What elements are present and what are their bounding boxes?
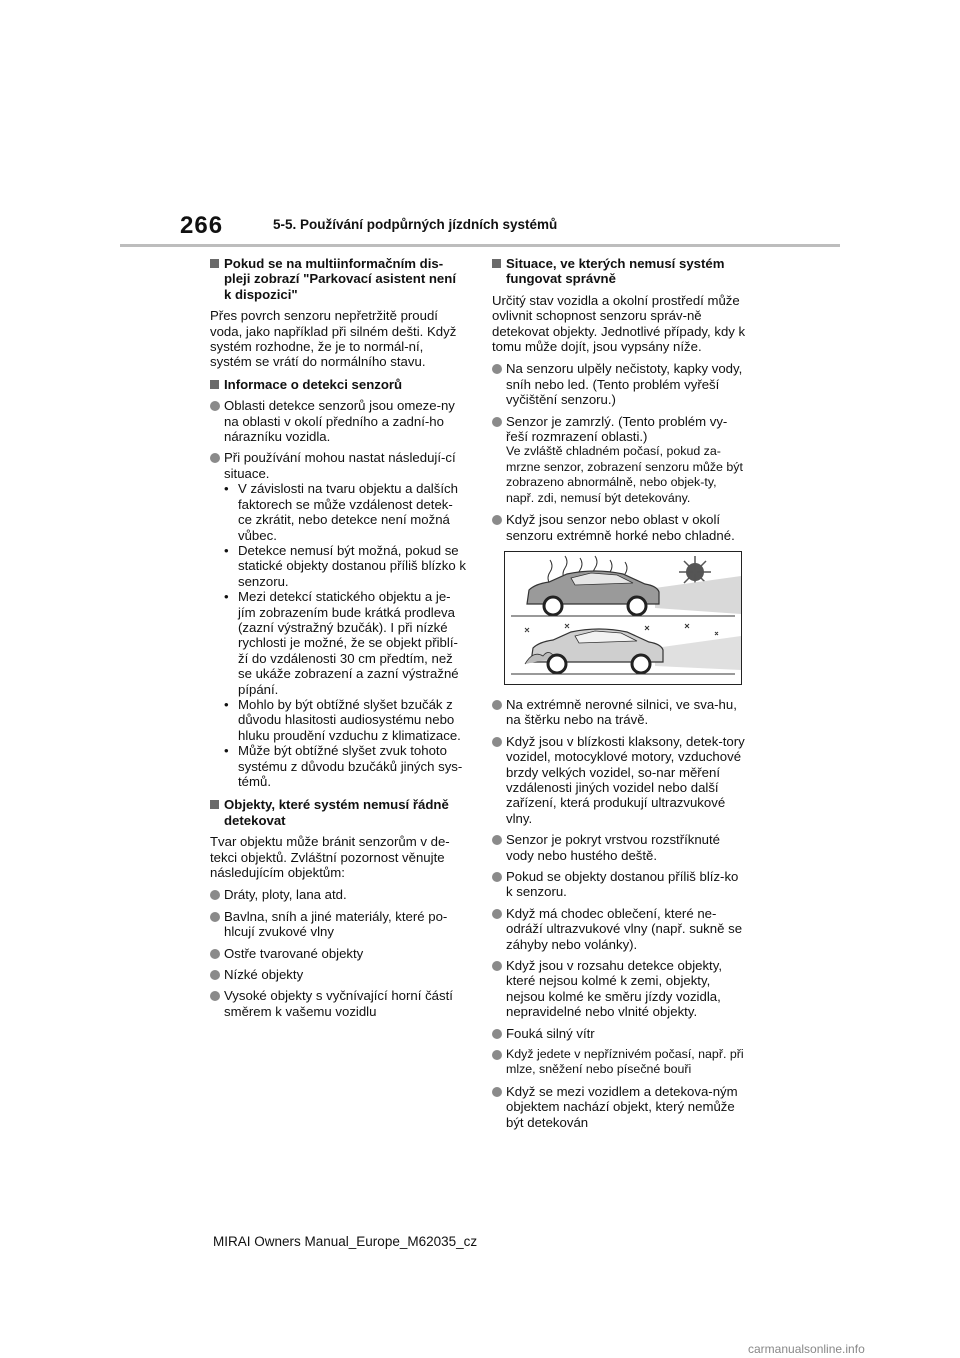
heading-text: Situace, ve kterých nemusí systém fungovat správně <box>506 256 725 287</box>
list-item: Pokud se objekty dostanou příliš blíz-ko k senzoru. <box>492 869 748 900</box>
car-bottom-icon <box>525 629 663 673</box>
list-item: Když má chodec oblečení, které ne-odráží ultrazvukové vlny (např. sukně se záhyby nebo volánky). <box>492 906 748 952</box>
sub-item: • Mezi detekcí statického objektu a je-jím zobrazením bude krátká prodleva (zazní výstražný bzučák). I při nízké rychlosti je možné, že se objekt přiblí-ží do vzdálenosti 30 cm předtím, než se ukáže zobrazení a zazní výstražné pípání. <box>224 589 459 697</box>
bullet-dot-icon <box>492 515 502 525</box>
page-number: 266 <box>180 212 224 239</box>
heading-text: Pokud se na multiinformačním dis-pleji zobrazí "Parkovací asistent není k dispozici" <box>224 256 456 302</box>
bullet-dot-icon <box>210 890 220 900</box>
sub-item: • Mohlo by být obtížné slyšet bzučák z důvodu hlasitosti audiosystému nebo hluku proudění vzduchu z klimatizace. <box>224 696 461 743</box>
bullet-dot-icon <box>492 1029 502 1039</box>
list-item: Fouká silný vítr <box>492 1026 748 1041</box>
bullet-dot-icon <box>492 700 502 710</box>
list-item: Když se mezi vozidlem a detekova-ným objektem nachází objekt, který nemůže být detekován <box>492 1084 748 1130</box>
sensor-conditions-illustration <box>504 551 742 685</box>
square-bullet-icon <box>210 259 219 268</box>
bullet-dot-icon <box>210 912 220 922</box>
list-item: Na extrémně nerovné silnici, ve sva-hu, na štěrku nebo na trávě. <box>492 697 748 728</box>
section-title: 5-5. Používání podpůrných jízdních systémů <box>273 217 558 232</box>
note-text: Ve zvláště chladném počasí, pokud za-mrzne senzor, zobrazení senzoru může být zobrazeno abnormálně, nebo objek-ty, např. zdi, nemusí být detekovány. <box>506 444 743 505</box>
bullet-dot-icon <box>492 1087 502 1097</box>
sub-item: • Může být obtížné slyšet zvuk tohoto systému z důvodu bzučáků jiných sys-témů. <box>224 743 463 789</box>
list-item: Bavlna, sníh a jiné materiály, které po-hlcují zvukové vlny <box>210 909 466 940</box>
heading-undetectable-objects <box>210 797 466 828</box>
bullet-dot-icon <box>492 835 502 845</box>
car-top-icon <box>527 571 659 615</box>
list-item: Když jsou v blízkosti klaksony, detek-tory vozidel, motocyklové motory, vzduchové brzdy velkých vozidel, so-nar měření vzdálenosti jiných vozidel nebo další zařízení, která produkují ultrazvukové vlny. <box>492 734 748 826</box>
bullet-dot-icon <box>492 737 502 747</box>
bullet-dot-icon <box>210 949 220 959</box>
list-item <box>210 398 466 444</box>
bullet-dot-icon <box>210 453 220 463</box>
bullet-dot-icon <box>492 961 502 971</box>
footer-text: MIRAI Owners Manual_Europe_M62035_cz <box>213 1234 478 1249</box>
left-column <box>210 256 466 1025</box>
list-item: Nízké objekty <box>210 967 466 982</box>
list-item-text: Při používání mohou nastat následují-cí situace. <box>224 450 456 481</box>
list-item: Senzor je pokryt vrstvou rozstříknuté vody nebo hustého deště. <box>492 832 748 863</box>
bullet-dot-icon <box>492 909 502 919</box>
list-item <box>210 450 466 789</box>
list-item: Když jsou senzor nebo oblast v okolí senzoru extrémně horké nebo chladné. <box>492 512 748 543</box>
square-bullet-icon <box>210 800 219 809</box>
header-rule <box>120 244 840 247</box>
bullet-dot-icon <box>492 417 502 427</box>
heading-situations <box>492 256 748 287</box>
paragraph: Tvar objektu může bránit senzorům v de-tekci objektů. Zvláštní pozornost věnujte následujícím objektům: <box>210 834 450 881</box>
list-item: Dráty, ploty, lana atd. <box>210 887 466 902</box>
bullet-dot-icon <box>210 970 220 980</box>
heading-parking-unavailable <box>210 256 466 302</box>
paragraph: Určitý stav vozidla a okolní prostředí může ovlivnit schopnost senzoru správ-ně detekovat objekty. Jednotlivé případy, kdy k tomu může dojít, jsou vypsány níže. <box>492 292 746 355</box>
list-item: Ostře tvarované objekty <box>210 946 466 961</box>
heading-text: Objekty, které systém nemusí řádně detekovat <box>224 797 449 828</box>
square-bullet-icon <box>210 380 219 389</box>
bullet-dot-icon <box>492 1050 502 1060</box>
list-item <box>492 414 748 506</box>
watermark: carmanualsonline.info <box>748 1342 865 1356</box>
list-item: Vysoké objekty s vyčnívající horní částí směrem k vašemu vozidlu <box>210 988 466 1019</box>
car-illustration-svg <box>505 552 741 684</box>
sub-item: • Detekce nemusí být možná, pokud se statické objekty dostanou příliš blízko k senzoru. <box>224 542 466 589</box>
bullet-dot-icon <box>210 991 220 1001</box>
list-item: Když jedete v nepříznivém počasí, např. při mlze, sněžení nebo písečné bouři <box>492 1047 748 1078</box>
heading-sensor-info <box>210 377 466 392</box>
list-item: Na senzoru ulpěly nečistoty, kapky vody, sníh nebo led. (Tento problém vyřeší vyčištění senzoru.) <box>492 361 748 407</box>
bullet-dot-icon <box>492 364 502 374</box>
bullet-dot-icon <box>210 401 220 411</box>
bullet-dot-icon <box>492 872 502 882</box>
list-item: Když jsou v rozsahu detekce objekty, které nejsou kolmé k zemi, objekty, nejsou kolmé ke směru jízdy vozidla, nepravidelné nebo vlnité objekty. <box>492 958 748 1020</box>
paragraph: Přes povrch senzoru nepřetržitě proudí voda, jako například při silném dešti. Když systém rozhodne, že je to normál-ní, systém se vrátí do normálního stavu. <box>210 308 457 370</box>
square-bullet-icon <box>492 259 501 268</box>
heading-text: Informace o detekci senzorů <box>224 376 403 392</box>
list-item-text: Senzor je zamrzlý. (Tento problém vy-řeší rozmrazení oblasti.) <box>506 413 728 445</box>
list-item-text: Oblasti detekce senzorů jsou omeze-ny na oblasti v okolí předního a zadní-ho nárazníku vozidla. <box>224 398 455 445</box>
right-column <box>492 256 748 1136</box>
sub-item: • V závislosti na tvaru objektu a dalších faktorech se může vzdálenost detek-ce zkrátit, nebo detekce není možná vůbec. <box>224 481 458 543</box>
